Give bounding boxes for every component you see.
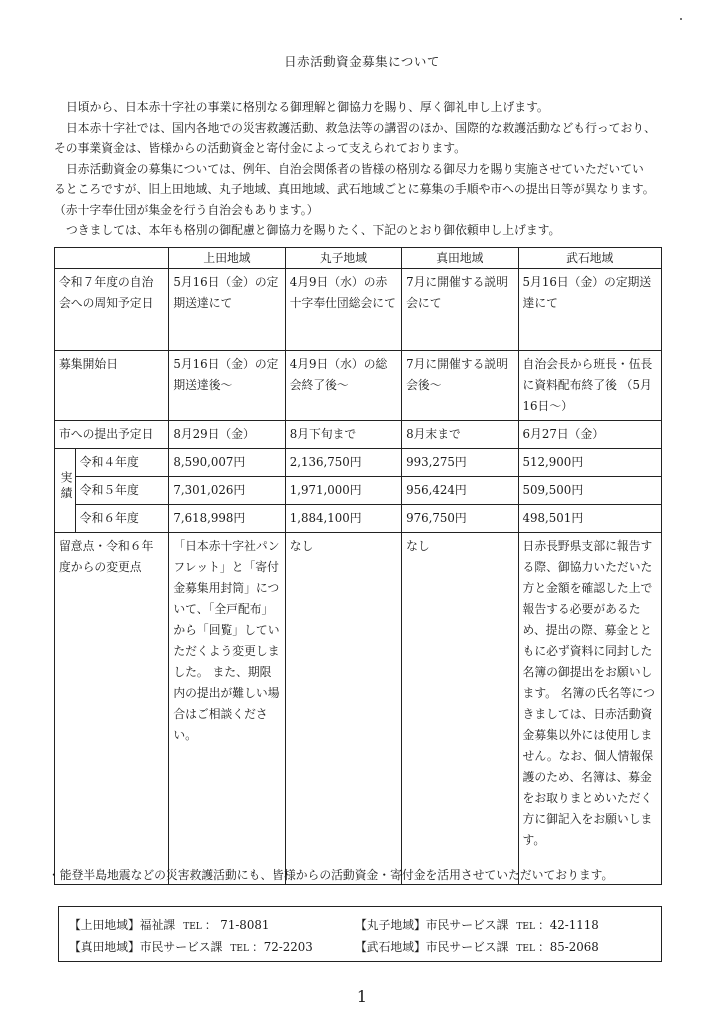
row-label: 留意点・令和６年度からの変更点 bbox=[55, 533, 169, 885]
table-cell: 4月9日（水）の総会終了後～ bbox=[285, 351, 401, 421]
department: 福祉課 bbox=[139, 918, 176, 932]
table-cell: 5月16日（金）の定期送達にて bbox=[518, 269, 661, 351]
header-empty bbox=[55, 248, 169, 269]
table-cell: 7,618,998円 bbox=[169, 505, 285, 533]
table-cell: 993,275円 bbox=[402, 449, 518, 477]
phone-number: ：85-2068 bbox=[537, 940, 599, 954]
footnote: ・能登半島地震などの災害救護活動にも、皆様からの活動資金・寄付金を活用させていただいております。 bbox=[48, 868, 614, 882]
contact-takeshi bbox=[355, 938, 599, 955]
intro-line: その事業資金は、皆様からの活動資金と寄付金によって支えられております。 bbox=[54, 141, 466, 155]
fundraising-table bbox=[54, 247, 662, 885]
intro-line: 日頃から、日本赤十字社の事業に格別なる御理解と御協力を賜り、厚く御礼申し上げます。 bbox=[66, 100, 549, 114]
intro-text bbox=[54, 97, 674, 241]
tel-mark: TEL bbox=[230, 944, 249, 954]
contact-ueda bbox=[69, 916, 269, 933]
contact-maruko bbox=[355, 916, 599, 933]
phone-number: ：42-1118 bbox=[537, 918, 599, 932]
row-label: 募集開始日 bbox=[55, 351, 169, 421]
intro-line: 日赤活動資金の募集については、例年、自治会関係者の皆様の格別なる御尽力を賜り実施させていただいてい bbox=[66, 161, 644, 176]
table-cell: 日赤長野県支部に報告する際、御協力いただいた方と金額を確認した上で報告する必要があるため、提出の際、募金とともに必ず資料に同封した名簿の御提出をお願いします。 名簿の氏名等につきましては、日赤活動資金募集以外には使用しません。なお、個人情報保護のため、名簿は、募金をお取りまとめいただく方に御記入をお願いします。 bbox=[518, 533, 661, 885]
table-cell: 5月16日（金）の定期送達後～ bbox=[169, 351, 285, 421]
table-cell: 512,900円 bbox=[518, 449, 661, 477]
phone-number: ：72-2203 bbox=[251, 940, 313, 954]
table-row-start bbox=[55, 351, 662, 421]
header-takeshi: 武石地域 bbox=[518, 248, 661, 269]
year-label: 令和４年度 bbox=[75, 449, 169, 477]
tel-mark: TEL bbox=[516, 922, 535, 932]
table-cell: 8,590,007円 bbox=[169, 449, 285, 477]
table-cell: 7,301,026円 bbox=[169, 477, 285, 505]
table-cell: なし bbox=[285, 533, 401, 885]
intro-line: るところですが、旧上田地域、丸子地域、真田地域、武石地域ごとに募集の手順や市への提出日等が異なります。 bbox=[54, 182, 655, 196]
table-cell: 2,136,750円 bbox=[285, 449, 401, 477]
phone-number: ： 71-8081 bbox=[204, 918, 270, 932]
table-cell: 自治会長から班長・伍長に資料配布終了後 （5月16日～） bbox=[518, 351, 661, 421]
table-cell: 7月に開催する説明会後～ bbox=[402, 351, 518, 421]
contact-box bbox=[58, 906, 662, 962]
table-row-results-r5 bbox=[55, 477, 662, 505]
table-cell: 「日本赤十字社パンフレット」と「寄付金募集用封筒」について、「全戸配布」から「回覧」していただくよう変更しました。 また、期限内の提出が難しい場合はご相談ください。 bbox=[169, 533, 285, 885]
year-label: 令和５年度 bbox=[75, 477, 169, 505]
results-group-label bbox=[55, 449, 76, 533]
contact-sanada bbox=[69, 938, 313, 955]
row-label: 市への提出予定日 bbox=[55, 421, 169, 449]
scan-speck bbox=[680, 18, 682, 20]
table-cell: 8月下旬まで bbox=[285, 421, 401, 449]
table-cell: 509,500円 bbox=[518, 477, 661, 505]
region-label: 【真田地域】 bbox=[69, 940, 140, 954]
table-cell: 5月16日（金）の定期送達にて bbox=[169, 269, 285, 351]
year-label: 令和６年度 bbox=[75, 505, 169, 533]
results-group-text: 実績 bbox=[59, 471, 73, 503]
department: 市民サービス課 bbox=[139, 940, 223, 954]
intro-line: （赤十字奉仕団が集金を行う自治会もあります。） bbox=[54, 202, 319, 217]
intro-line: 日本赤十字社では、国内各地での災害救護活動、救急法等の講習のほか、国際的な救護活動なども行っており、 bbox=[66, 120, 656, 135]
table-cell: なし bbox=[402, 533, 518, 885]
table-cell: 956,424円 bbox=[402, 477, 518, 505]
table-header-row bbox=[55, 248, 662, 269]
header-sanada: 真田地域 bbox=[402, 248, 518, 269]
region-label: 【上田地域】 bbox=[69, 918, 140, 932]
header-maruko: 丸子地域 bbox=[285, 248, 401, 269]
table-cell: 976,750円 bbox=[402, 505, 518, 533]
table-row-results-r6 bbox=[55, 505, 662, 533]
table-cell: 498,501円 bbox=[518, 505, 661, 533]
table-row-deadline bbox=[55, 421, 662, 449]
table-cell: 8月29日（金） bbox=[169, 421, 285, 449]
table-cell: 1,971,000円 bbox=[285, 477, 401, 505]
document-title: 日赤活動資金募集について bbox=[284, 54, 440, 69]
page-number: 1 bbox=[356, 987, 368, 1006]
table-cell: 7月に開催する説明会にて bbox=[402, 269, 518, 351]
table-row-remarks bbox=[55, 533, 662, 885]
table-cell: 6月27日（金） bbox=[518, 421, 661, 449]
header-ueda: 上田地域 bbox=[169, 248, 285, 269]
tel-mark: TEL bbox=[183, 922, 202, 932]
department: 市民サービス課 bbox=[425, 940, 509, 954]
contact-row bbox=[59, 938, 661, 958]
region-label: 【武石地域】 bbox=[355, 940, 426, 954]
table-cell: 1,884,100円 bbox=[285, 505, 401, 533]
department: 市民サービス課 bbox=[425, 918, 509, 932]
contact-row bbox=[59, 916, 661, 936]
region-label: 【丸子地域】 bbox=[355, 918, 426, 932]
table-cell: 4月9日（水）の赤十字奉仕団総会にて bbox=[285, 269, 401, 351]
table-row-results-r4 bbox=[55, 449, 662, 477]
intro-line: つきましては、本年も格別の御配慮と御協力を賜りたく、下記のとおり御依頼申し上げます。 bbox=[66, 223, 561, 237]
table-row-notice bbox=[55, 269, 662, 351]
row-label: 令和７年度の自治会への周知予定日 bbox=[55, 269, 169, 351]
tel-mark: TEL bbox=[516, 944, 535, 954]
table-cell: 8月末まで bbox=[402, 421, 518, 449]
